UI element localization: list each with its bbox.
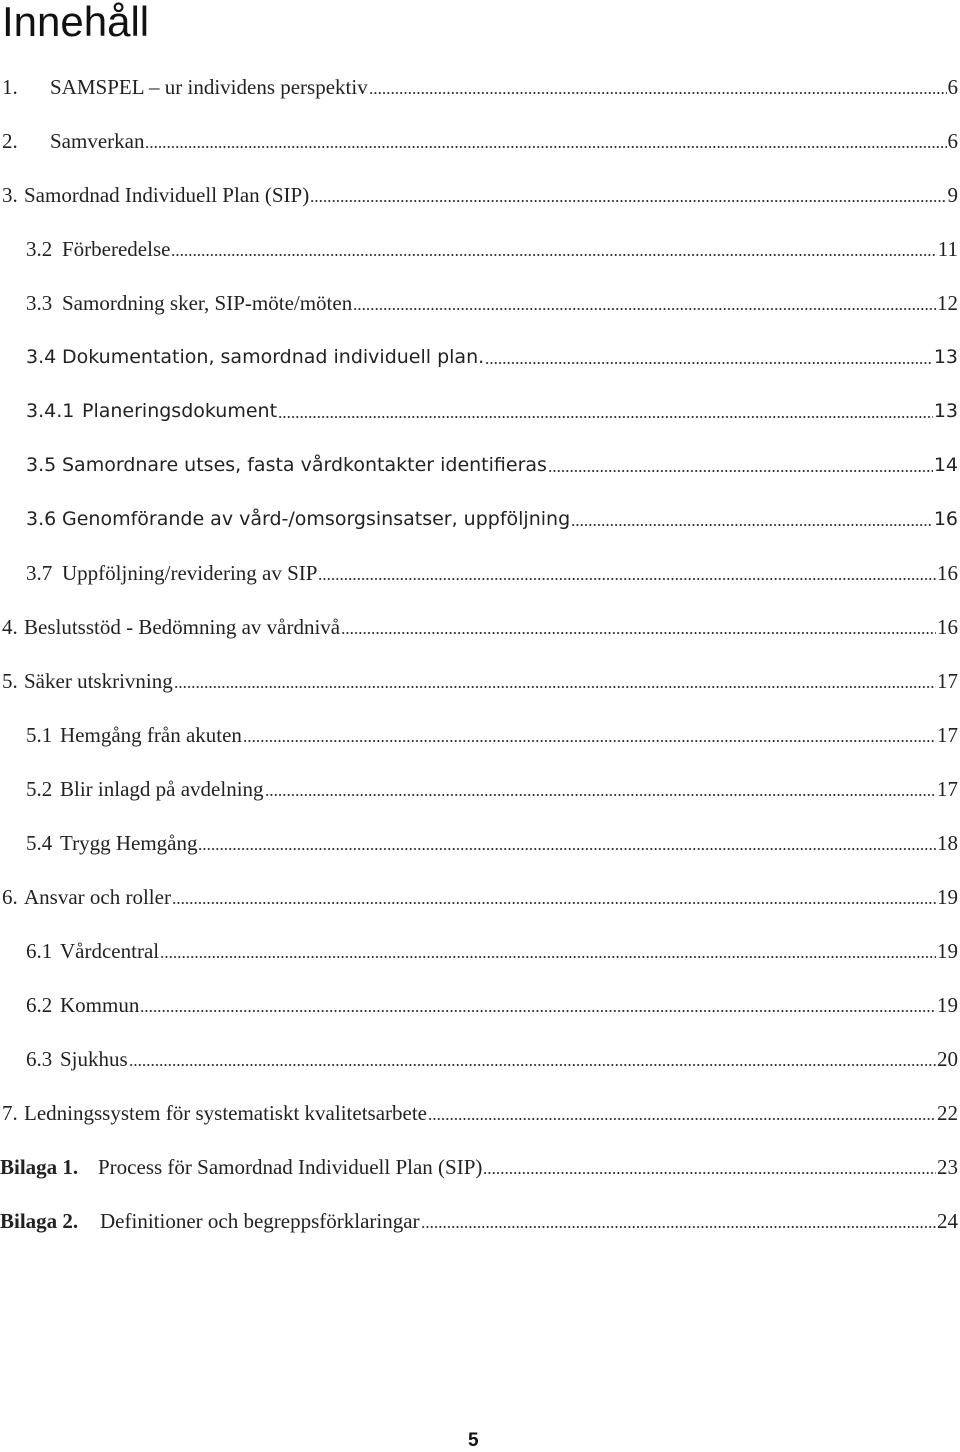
toc-entry[interactable]	[0, 708, 958, 748]
toc-entry-number: 5.4	[26, 831, 53, 855]
toc-entry-title: Hemgång från akuten	[60, 723, 242, 747]
toc-entry-title: Sjukhus	[60, 1047, 128, 1071]
toc-entry-page: 22	[937, 1101, 958, 1125]
toc-entry-page: 23	[937, 1155, 958, 1179]
toc-entry-title: Genomförande av vård-/omsorgsinsatser, uppföljning	[62, 508, 571, 530]
toc-leader-dots	[243, 740, 936, 742]
toc-leader-dots	[369, 92, 947, 94]
toc-entry-number: 3.4	[26, 346, 57, 368]
toc-entry-title: Kommun	[60, 993, 140, 1017]
toc-entry[interactable]	[0, 654, 958, 694]
toc-entry-number: 3.2	[26, 237, 53, 261]
toc-leader-dots	[548, 470, 933, 472]
toc-entry-title: Ledningssystem för systematiskt kvalitetsarbete	[24, 1101, 427, 1125]
toc-entry[interactable]	[0, 924, 958, 964]
toc-entry[interactable]	[0, 978, 958, 1018]
toc-entry-number: 5.	[2, 669, 18, 693]
toc-entry-page: 19	[937, 993, 958, 1017]
toc-entry[interactable]	[0, 492, 958, 532]
toc-entry-title: Förberedelse	[62, 237, 171, 261]
toc-entry-title: SAMSPEL – ur individens perspektiv	[50, 75, 368, 99]
toc-leader-dots	[485, 362, 933, 364]
toc-entry-number: 3.5	[26, 454, 57, 476]
toc-entry-page: 16	[933, 508, 958, 530]
toc-entry-number: 4.	[2, 615, 18, 639]
toc-entry-number: 5.1	[26, 723, 53, 747]
toc-entry-page: 17	[937, 777, 958, 801]
toc-entry[interactable]	[0, 330, 958, 370]
toc-leader-dots	[571, 524, 933, 526]
toc-entry[interactable]	[0, 600, 958, 640]
toc-entry-number: 6.3	[26, 1047, 53, 1071]
toc-entry-title: Samverkan	[50, 129, 145, 153]
toc-entry[interactable]	[0, 114, 958, 154]
toc-entry-number: 3.3	[26, 291, 53, 315]
toc-entry-page: 19	[937, 939, 958, 963]
toc-leader-dots	[129, 1064, 936, 1066]
toc-leader-dots	[171, 254, 936, 256]
toc-entry-title: Uppföljning/revidering av SIP	[62, 561, 318, 585]
toc-entry-number: Bilaga 1.	[0, 1155, 79, 1179]
toc-entry[interactable]	[0, 546, 958, 586]
toc-entry-number: 5.2	[26, 777, 53, 801]
toc-leader-dots	[483, 1172, 936, 1174]
toc-leader-dots	[353, 308, 936, 310]
toc-entry-page: 6	[947, 75, 958, 99]
toc-entry-page: 16	[937, 615, 958, 639]
toc-entry[interactable]	[0, 1032, 958, 1072]
toc-entry-number: Bilaga 2.	[0, 1209, 79, 1233]
toc-leader-dots	[421, 1226, 936, 1228]
toc-leader-dots	[428, 1118, 936, 1120]
toc-entry[interactable]	[0, 870, 958, 910]
toc-leader-dots	[172, 902, 936, 904]
toc-entry[interactable]	[0, 222, 958, 262]
toc-entry[interactable]	[0, 1194, 958, 1234]
toc-entry-number: 6.2	[26, 993, 53, 1017]
toc-entry-title: Planeringsdokument	[82, 400, 278, 422]
toc-leader-dots	[145, 146, 946, 148]
toc-entry-number: 3.4.1	[26, 400, 75, 422]
toc-entry-title: Samordnare utses, fasta vårdkontakter identifieras	[62, 454, 547, 476]
toc-entry-page: 12	[937, 291, 958, 315]
toc-entry-title: Samordnad Individuell Plan (SIP)	[24, 183, 310, 207]
toc-leader-dots	[198, 848, 936, 850]
toc-leader-dots	[278, 416, 933, 418]
toc-entry[interactable]	[0, 762, 958, 802]
toc-entry[interactable]	[0, 816, 958, 856]
toc-entry-page: 19	[937, 885, 958, 909]
toc-entry[interactable]	[0, 384, 958, 424]
toc-leader-dots	[140, 1010, 936, 1012]
toc-entry-number: 3.	[2, 183, 18, 207]
toc-entry-title: Process för Samordnad Individuell Plan (SIP)	[98, 1155, 483, 1179]
toc-leader-dots	[341, 632, 936, 634]
toc-entry-number: 2.	[2, 129, 18, 153]
toc-entry-title: Beslutsstöd - Bedömning av vårdnivå	[24, 615, 341, 639]
toc-entry-page: 14	[933, 454, 958, 476]
toc-entry-page: 13	[933, 346, 958, 368]
toc-entry-page: 17	[937, 669, 958, 693]
toc-leader-dots	[160, 956, 936, 958]
toc-entry-page: 11	[937, 237, 958, 261]
toc-leader-dots	[318, 578, 936, 580]
toc-leader-dots	[265, 794, 936, 796]
toc-entry-title: Vårdcentral	[60, 939, 160, 963]
toc-entry-title: Ansvar och roller	[24, 885, 171, 909]
toc-entry-title: Säker utskrivning	[24, 669, 173, 693]
toc-entry-page: 9	[947, 183, 958, 207]
toc-entry[interactable]	[0, 1140, 958, 1180]
toc-entry[interactable]	[0, 276, 958, 316]
toc-entry-title: Samordning sker, SIP-möte/möten	[62, 291, 353, 315]
toc-entry-number: 6.	[2, 885, 18, 909]
toc-entry-page: 20	[937, 1047, 958, 1071]
toc-entry-number: 3.7	[26, 561, 53, 585]
page-title: Innehåll	[2, 0, 150, 45]
toc-entry-page: 6	[947, 129, 958, 153]
toc-entry-number: 1.	[2, 75, 18, 99]
toc-entry-page: 17	[937, 723, 958, 747]
page-number: 5	[468, 1430, 479, 1451]
toc-entry-title: Definitioner och begreppsförklaringar	[100, 1209, 420, 1233]
toc-entry-page: 18	[937, 831, 958, 855]
toc-entry-page: 16	[937, 561, 958, 585]
toc-entry-number: 3.6	[26, 508, 57, 530]
toc-entry[interactable]	[0, 60, 958, 100]
toc-entry-number: 7.	[2, 1101, 18, 1125]
toc-leader-dots	[174, 686, 936, 688]
toc-entry-title: Dokumentation, samordnad individuell plan.	[62, 346, 485, 368]
toc-entry[interactable]	[0, 438, 958, 478]
toc-entry[interactable]	[0, 1086, 958, 1126]
toc-entry-page: 13	[933, 400, 958, 422]
toc-leader-dots	[310, 200, 946, 202]
toc-entry-number: 6.1	[26, 939, 53, 963]
toc-entry[interactable]	[0, 168, 958, 208]
toc-entry-page: 24	[937, 1209, 958, 1233]
toc-entry-title: Blir inlagd på avdelning	[60, 777, 264, 801]
toc-entry-title: Trygg Hemgång	[60, 831, 198, 855]
